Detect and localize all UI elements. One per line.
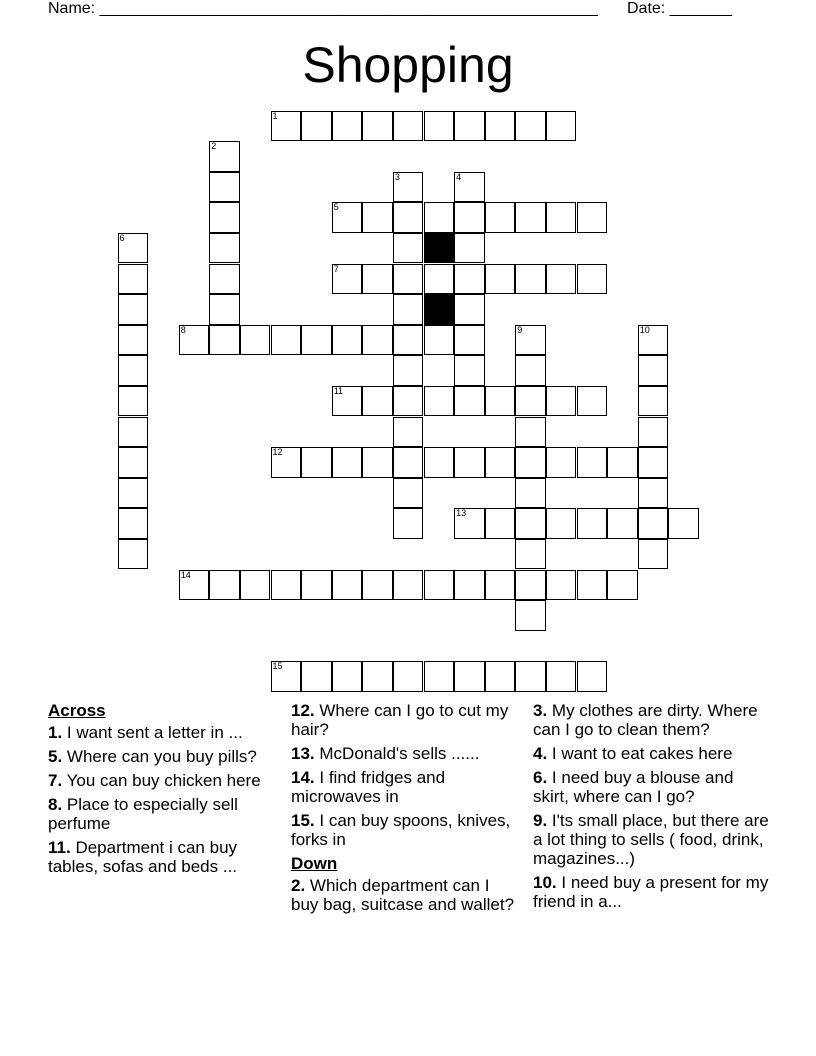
grid-cell[interactable]	[118, 355, 149, 386]
cell-number: 10	[639, 324, 650, 335]
grid-cell[interactable]	[485, 661, 516, 692]
grid-cell[interactable]	[546, 447, 577, 478]
clue-across-15	[291, 811, 519, 849]
page-title: Shopping	[302, 37, 514, 93]
grid-cell[interactable]	[607, 447, 638, 478]
grid-cell[interactable]	[485, 111, 516, 142]
grid-cell[interactable]	[332, 264, 363, 295]
grid-cell[interactable]	[515, 570, 546, 601]
clue-down-4	[533, 744, 773, 763]
grid-cell[interactable]	[209, 141, 240, 172]
cell-number: 11	[333, 385, 344, 396]
grid-cell[interactable]	[454, 264, 485, 295]
grid-cell[interactable]	[546, 202, 577, 233]
grid-cell[interactable]	[638, 417, 669, 448]
grid-cell[interactable]	[638, 478, 669, 509]
clue-text: I need buy a blouse and skirt, where can I go?	[533, 768, 734, 806]
grid-cell[interactable]	[454, 570, 485, 601]
grid-cell[interactable]	[393, 264, 424, 295]
grid-cell[interactable]	[607, 508, 638, 539]
grid-cell[interactable]	[546, 661, 577, 692]
clue-down-3	[533, 701, 773, 739]
grid-cell[interactable]	[454, 202, 485, 233]
grid-cell[interactable]	[424, 202, 455, 233]
grid-cell[interactable]	[362, 570, 393, 601]
grid-cell[interactable]	[424, 661, 455, 692]
grid-cell[interactable]	[393, 570, 424, 601]
clue-across-11	[48, 838, 274, 876]
grid-cell[interactable]	[301, 447, 332, 478]
grid-cell[interactable]	[424, 264, 455, 295]
grid-cell[interactable]	[118, 539, 149, 570]
grid-cell[interactable]	[515, 355, 546, 386]
grid-cell[interactable]	[240, 570, 271, 601]
grid-cell[interactable]	[515, 417, 546, 448]
clue-number: 5.	[48, 747, 63, 766]
grid-cell[interactable]	[577, 386, 608, 417]
grid-cell[interactable]	[638, 539, 669, 570]
grid-cell[interactable]	[271, 661, 302, 692]
clue-text: I'ts small place, but there are a lot thing to sells ( food, drink, magazines...)	[533, 811, 769, 868]
clue-text: My clothes are dirty. Where can I go to clean them?	[533, 701, 758, 739]
grid-cell[interactable]	[485, 570, 516, 601]
grid-cell[interactable]	[362, 386, 393, 417]
clue-text: Where can I go to cut my hair?	[291, 701, 509, 739]
black-cell	[424, 294, 455, 325]
grid-cell[interactable]	[118, 386, 149, 417]
grid-cell[interactable]	[362, 264, 393, 295]
clue-text: I want sent a letter in ...	[66, 723, 243, 742]
grid-cell[interactable]	[209, 325, 240, 356]
clue-down-10	[533, 873, 773, 911]
grid-cell[interactable]	[515, 325, 546, 356]
grid-cell[interactable]	[332, 447, 363, 478]
clue-down-9	[533, 811, 773, 868]
clue-number: 12.	[291, 701, 315, 720]
grid-cell[interactable]	[393, 417, 424, 448]
clue-number: 15.	[291, 811, 315, 830]
clue-across-7	[48, 771, 274, 790]
clue-text: Where can you buy pills?	[66, 747, 257, 766]
grid-cell[interactable]	[118, 417, 149, 448]
grid-cell[interactable]	[515, 447, 546, 478]
grid-cell[interactable]	[607, 570, 638, 601]
grid-cell[interactable]	[546, 386, 577, 417]
clue-column-2	[291, 701, 519, 919]
grid-cell[interactable]	[577, 508, 608, 539]
grid-cell[interactable]	[424, 447, 455, 478]
grid-cell[interactable]	[393, 294, 424, 325]
grid-cell[interactable]	[485, 386, 516, 417]
grid-cell[interactable]	[209, 202, 240, 233]
grid-cell[interactable]	[393, 447, 424, 478]
grid-cell[interactable]	[179, 570, 210, 601]
grid-cell[interactable]	[118, 508, 149, 539]
grid-cell[interactable]	[209, 570, 240, 601]
grid-cell[interactable]	[118, 478, 149, 509]
grid-cell[interactable]	[454, 325, 485, 356]
grid-cell[interactable]	[454, 661, 485, 692]
grid-cell[interactable]	[332, 111, 363, 142]
cell-number: 2	[211, 141, 217, 152]
grid-cell[interactable]	[577, 264, 608, 295]
grid-cell[interactable]	[577, 202, 608, 233]
grid-cell[interactable]	[577, 447, 608, 478]
grid-cell[interactable]	[209, 264, 240, 295]
clue-down-2	[291, 876, 519, 914]
grid-cell[interactable]	[209, 172, 240, 203]
clue-number: 8.	[48, 795, 63, 814]
grid-cell[interactable]	[118, 264, 149, 295]
grid-cell[interactable]	[301, 325, 332, 356]
grid-cell[interactable]	[546, 111, 577, 142]
cell-number: 9	[517, 324, 523, 335]
grid-cell[interactable]	[393, 355, 424, 386]
grid-cell[interactable]	[546, 264, 577, 295]
grid-cell[interactable]	[424, 570, 455, 601]
clue-text: I want to eat cakes here	[551, 744, 733, 763]
grid-cell[interactable]	[301, 570, 332, 601]
clue-text: McDonald's sells ......	[319, 744, 480, 763]
grid-cell[interactable]	[577, 661, 608, 692]
clue-across-12	[291, 701, 519, 739]
clue-column-1	[48, 701, 274, 881]
clue-number: 14.	[291, 768, 315, 787]
grid-cell[interactable]	[515, 539, 546, 570]
clue-across-14	[291, 768, 519, 806]
clue-number: 9.	[533, 811, 548, 830]
clue-text: Department i can buy tables, sofas and beds ...	[48, 838, 238, 876]
grid-cell[interactable]	[332, 386, 363, 417]
grid-cell[interactable]	[454, 508, 485, 539]
grid-cell[interactable]	[393, 661, 424, 692]
down-heading: Down	[291, 854, 338, 873]
clue-text: I can buy spoons, knives, forks in	[291, 811, 511, 849]
clue-text: I find fridges and microwaves in	[291, 768, 446, 806]
grid-cell[interactable]	[515, 111, 546, 142]
grid-cell[interactable]	[546, 508, 577, 539]
clue-text: Place to especially sell perfume	[48, 795, 238, 833]
clue-across-1	[48, 723, 274, 742]
grid-cell[interactable]	[454, 447, 485, 478]
grid-cell[interactable]	[362, 447, 393, 478]
grid-cell[interactable]	[454, 294, 485, 325]
grid-cell[interactable]	[393, 202, 424, 233]
black-cell	[424, 233, 455, 264]
clue-number: 2.	[291, 876, 306, 895]
clue-text: You can buy chicken here	[66, 771, 261, 790]
clue-number: 13.	[291, 744, 315, 763]
grid-cell[interactable]	[362, 661, 393, 692]
cell-number: 1	[272, 110, 278, 121]
grid-cell[interactable]	[393, 478, 424, 509]
grid-cell[interactable]	[362, 111, 393, 142]
grid-cell[interactable]	[240, 325, 271, 356]
grid-cell[interactable]	[118, 294, 149, 325]
grid-cell[interactable]	[332, 325, 363, 356]
cell-number: 12	[272, 447, 283, 458]
clue-number: 3.	[533, 701, 548, 720]
grid-cell[interactable]	[638, 355, 669, 386]
grid-cell[interactable]	[271, 325, 302, 356]
cell-number: 5	[333, 202, 339, 213]
cell-number: 4	[456, 171, 462, 182]
grid-cell[interactable]	[393, 508, 424, 539]
clue-number: 10.	[533, 873, 557, 892]
clue-number: 11.	[48, 838, 71, 857]
clue-text: Which department can I buy bag, suitcase and wallet?	[291, 876, 515, 914]
grid-cell[interactable]	[271, 570, 302, 601]
grid-cell[interactable]	[454, 355, 485, 386]
clue-number: 7.	[48, 771, 63, 790]
date-field-line: Date: _______	[627, 0, 732, 17]
grid-cell[interactable]	[424, 111, 455, 142]
clue-across-8	[48, 795, 274, 833]
grid-cell[interactable]	[638, 447, 669, 478]
grid-cell[interactable]	[393, 172, 424, 203]
clue-number: 1.	[48, 723, 63, 742]
clue-number: 6.	[533, 768, 548, 787]
grid-cell[interactable]	[393, 386, 424, 417]
grid-cell[interactable]	[515, 600, 546, 631]
grid-cell[interactable]	[515, 264, 546, 295]
grid-cell[interactable]	[209, 233, 240, 264]
grid-cell[interactable]	[271, 447, 302, 478]
grid-cell[interactable]	[577, 570, 608, 601]
grid-cell[interactable]	[362, 202, 393, 233]
grid-cell[interactable]	[179, 325, 210, 356]
grid-cell[interactable]	[393, 111, 424, 142]
grid-cell[interactable]	[638, 508, 669, 539]
grid-cell[interactable]	[515, 386, 546, 417]
grid-cell[interactable]	[638, 386, 669, 417]
grid-cell[interactable]	[301, 111, 332, 142]
cell-number: 3	[394, 171, 400, 182]
grid-cell[interactable]	[485, 202, 516, 233]
grid-cell[interactable]	[668, 508, 699, 539]
grid-cell[interactable]	[118, 233, 149, 264]
grid-cell[interactable]	[118, 325, 149, 356]
grid-cell[interactable]	[362, 325, 393, 356]
grid-cell[interactable]	[118, 447, 149, 478]
grid-cell[interactable]	[424, 386, 455, 417]
grid-cell[interactable]	[515, 661, 546, 692]
grid-cell[interactable]	[332, 570, 363, 601]
grid-cell[interactable]	[638, 325, 669, 356]
grid-cell[interactable]	[332, 202, 363, 233]
clue-across-13	[291, 744, 519, 763]
grid-cell[interactable]	[485, 508, 516, 539]
grid-cell[interactable]	[424, 325, 455, 356]
across-heading: Across	[48, 701, 106, 720]
grid-cell[interactable]	[454, 172, 485, 203]
grid-cell[interactable]	[209, 294, 240, 325]
grid-cell[interactable]	[332, 661, 363, 692]
clue-across-5	[48, 747, 274, 766]
cell-number: 13	[456, 508, 467, 519]
grid-cell[interactable]	[393, 233, 424, 264]
clue-text: I need buy a present for my friend in a...	[533, 873, 769, 911]
grid-cell[interactable]	[515, 478, 546, 509]
clue-down-6	[533, 768, 773, 806]
cell-number: 6	[119, 232, 125, 243]
grid-cell[interactable]	[515, 202, 546, 233]
grid-cell[interactable]	[271, 111, 302, 142]
grid-cell[interactable]	[546, 570, 577, 601]
cell-number: 15	[272, 661, 283, 672]
grid-cell[interactable]	[301, 661, 332, 692]
cell-number: 8	[180, 324, 186, 335]
grid-cell[interactable]	[454, 386, 485, 417]
grid-cell[interactable]	[485, 447, 516, 478]
clue-column-3	[533, 701, 773, 916]
cell-number: 14	[180, 569, 191, 580]
grid-cell[interactable]	[485, 264, 516, 295]
grid-cell[interactable]	[454, 111, 485, 142]
grid-cell[interactable]	[393, 325, 424, 356]
grid-cell[interactable]	[515, 508, 546, 539]
grid-cell[interactable]	[454, 233, 485, 264]
cell-number: 7	[333, 263, 339, 274]
name-field-line: Name: ________________________________________________________	[48, 0, 598, 17]
clue-number: 4.	[533, 744, 548, 763]
